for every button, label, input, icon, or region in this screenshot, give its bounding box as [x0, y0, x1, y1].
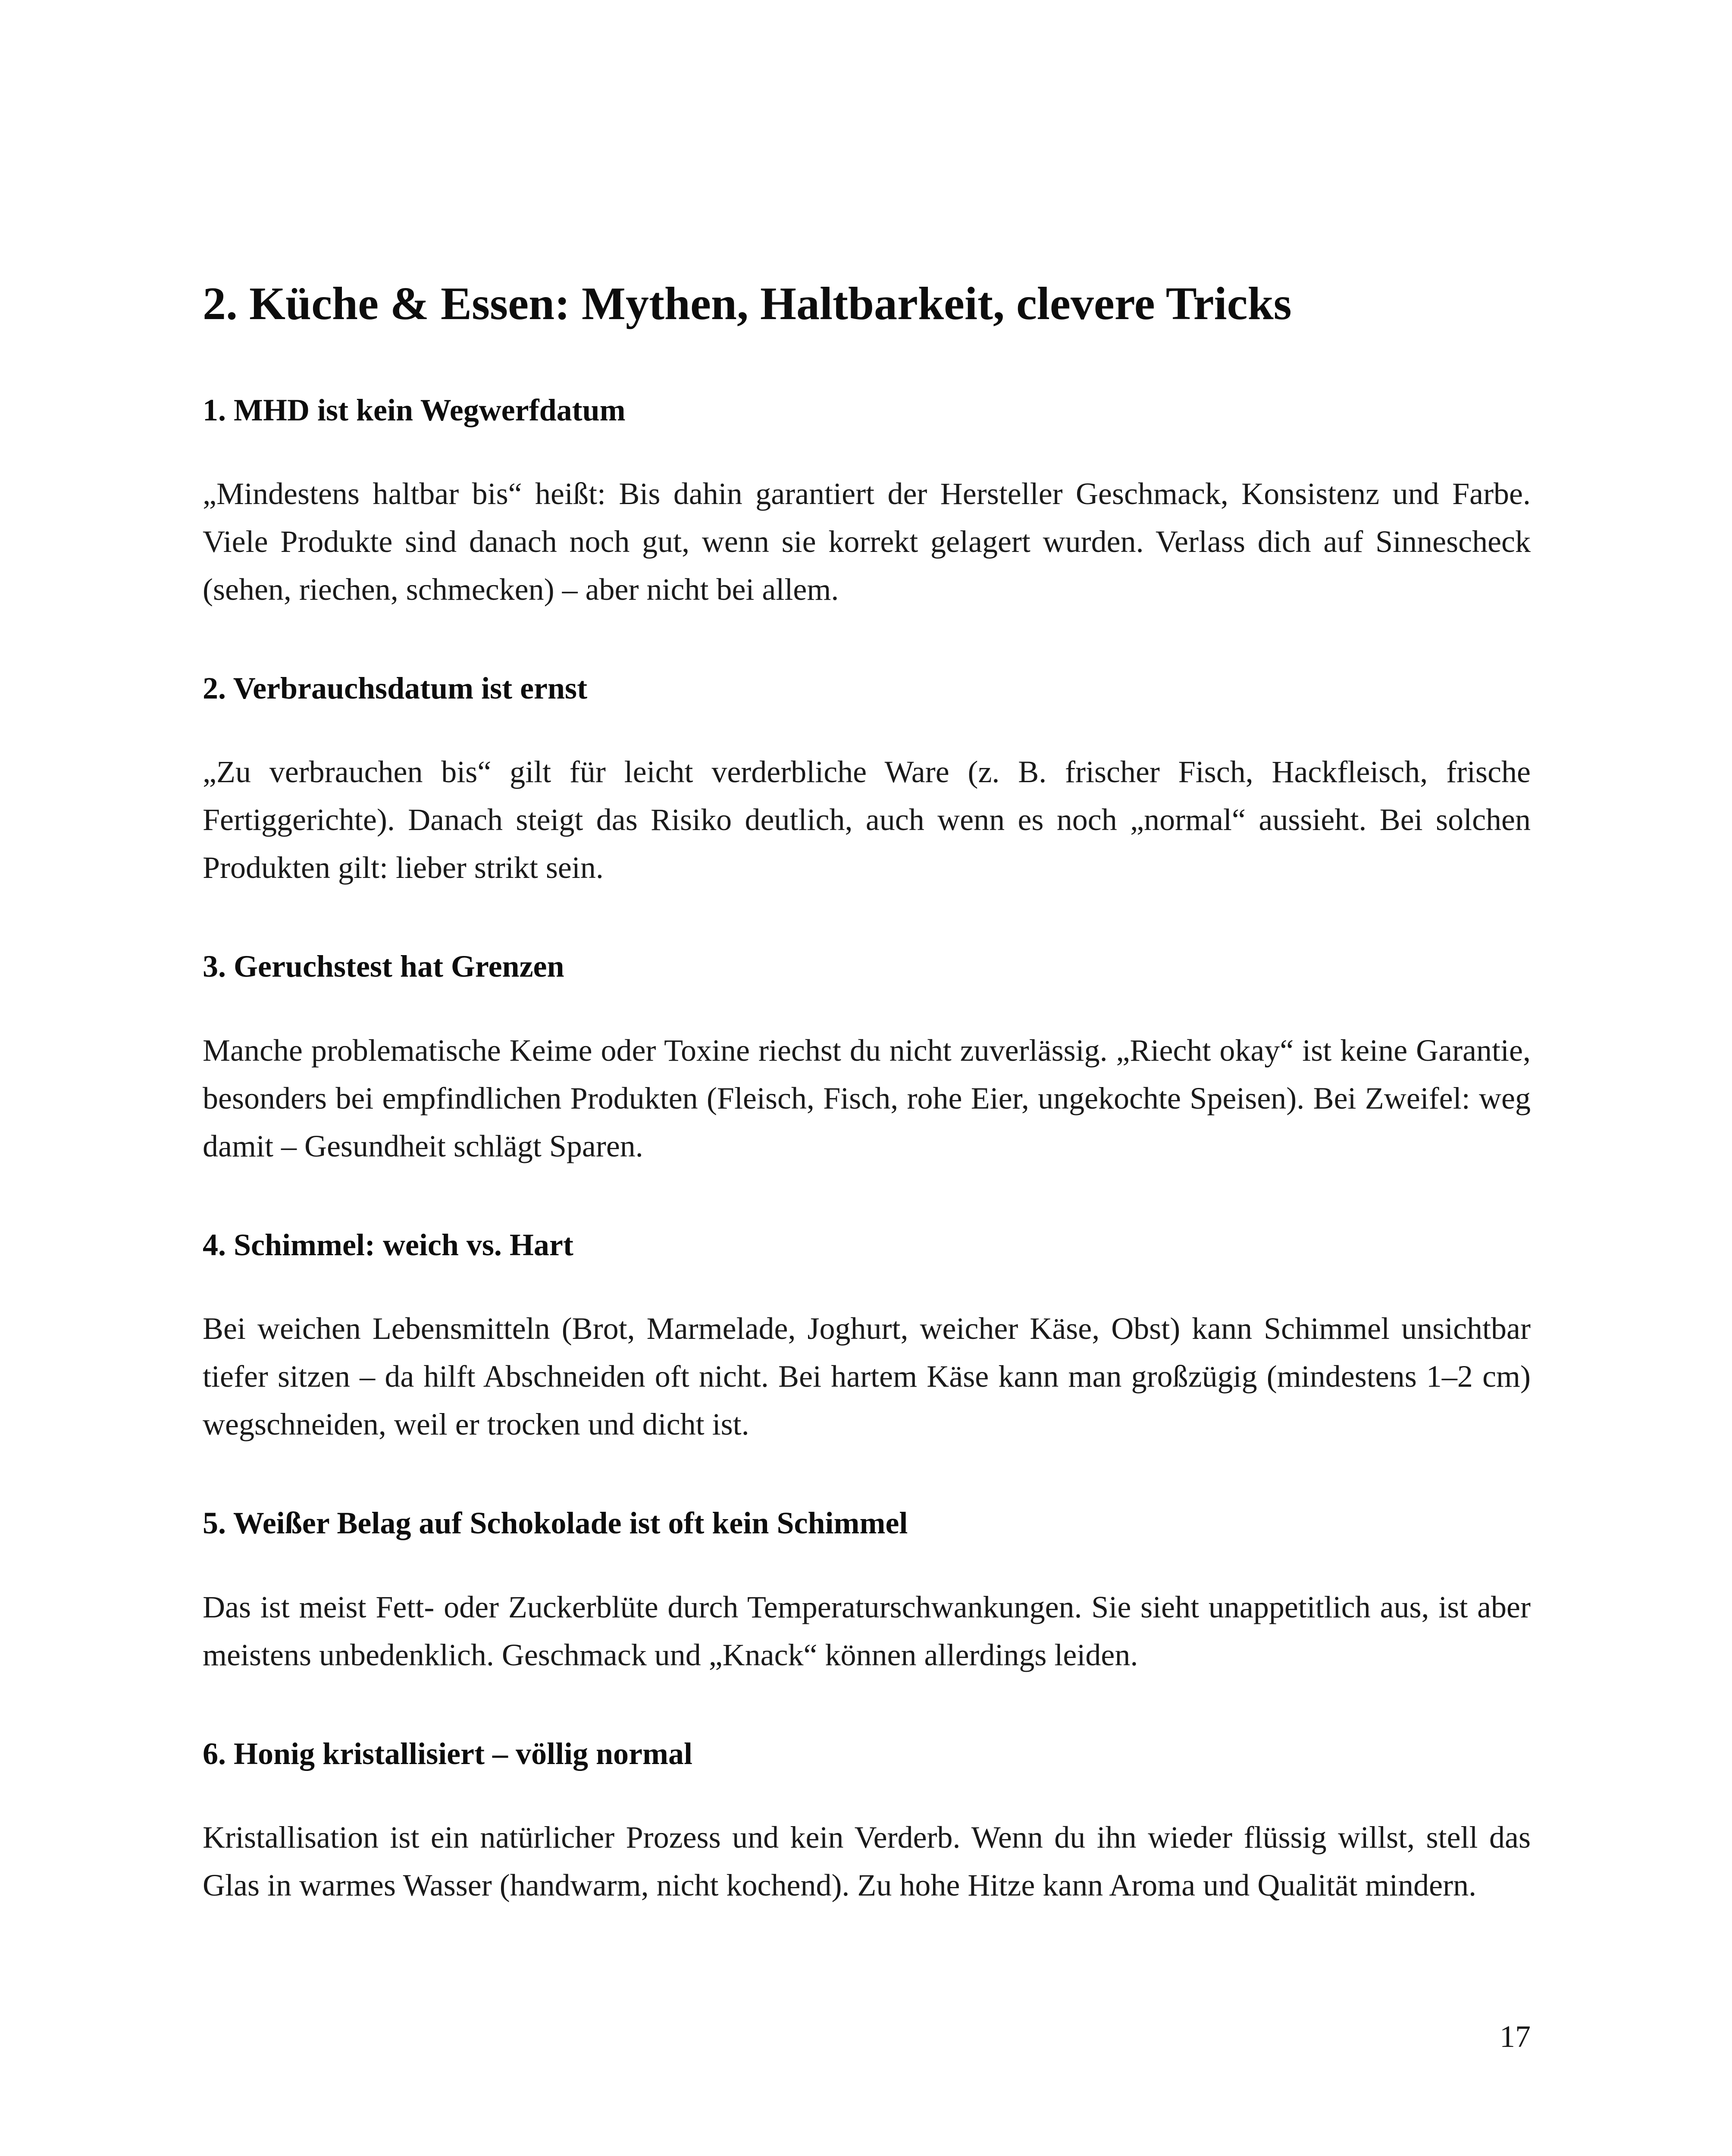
section-heading: 1. MHD ist kein Wegwerfdatum [203, 392, 626, 427]
section-paragraph: „Zu verbrauchen bis“ gilt für leicht verderbliche Ware (z. B. frischer Fisch, Hackfleisch, frische Fertiggerichte). Danach steigt das Risiko deutlich, auch wenn es noch „normal“ aussieht. Bei solchen Produkten gilt: lieber strikt sein. [203, 755, 1531, 885]
section-schokolade [203, 1504, 1531, 1679]
section-paragraph: Kristallisation ist ein natürlicher Prozess und kein Verderb. Wenn du ihn wieder flüssig willst, stell das Glas in warmes Wasser (handwarm, nicht kochend). Zu hohe Hitze kann Aroma und Qualität mindern. [203, 1820, 1531, 1902]
section-paragraph: „Mindestens haltbar bis“ heißt: Bis dahin garantiert der Hersteller Geschmack, Konsistenz und Farbe. Viele Produkte sind danach noch gut, wenn sie korrekt gelagert wurden. Verlass dich auf Sinnescheck (sehen, riechen, schmecken) – aber nicht bei allem. [203, 476, 1531, 607]
section-honig [203, 1735, 1531, 1909]
section-heading: 2. Verbrauchsdatum ist ernst [203, 671, 588, 705]
section-heading: 6. Honig kristallisiert – völlig normal [203, 1736, 692, 1771]
section-geruchstest [203, 948, 1531, 1170]
section-schimmel [203, 1226, 1531, 1448]
page-content [203, 276, 1531, 1965]
section-heading: 5. Weißer Belag auf Schokolade ist oft kein Schimmel [203, 1506, 908, 1541]
page-number: 17 [1500, 2019, 1531, 2054]
section-heading: 4. Schimmel: weich vs. Hart [203, 1227, 573, 1262]
section-paragraph: Manche problematische Keime oder Toxine riechst du nicht zuverlässig. „Riecht okay“ ist keine Garantie, besonders bei empfindlichen Produkten (Fleisch, Fisch, rohe Eier, ungekochte Speisen). Bei Zweifel: weg damit – Gesundheit schlägt Sparen. [203, 1033, 1531, 1163]
section-verbrauchsdatum [203, 670, 1531, 892]
section-heading: 3. Geruchstest hat Grenzen [203, 949, 564, 984]
section-paragraph: Das ist meist Fett- oder Zuckerblüte durch Temperaturschwankungen. Sie sieht unappetitlich aus, ist aber meistens unbedenklich. Geschmack und „Knack“ können allerdings leiden. [203, 1589, 1531, 1672]
chapter-title: 2. Küche & Essen: Mythen, Haltbarkeit, clevere Tricks [203, 278, 1292, 329]
section-paragraph: Bei weichen Lebensmitteln (Brot, Marmelade, Joghurt, weicher Käse, Obst) kann Schimmel unsichtbar tiefer sitzen – da hilft Abschneiden oft nicht. Bei hartem Käse kann man großzügig (mindestens 1–2 cm) wegschneiden, weil er trocken und dicht ist. [203, 1311, 1531, 1442]
section-mhd [203, 392, 1531, 614]
